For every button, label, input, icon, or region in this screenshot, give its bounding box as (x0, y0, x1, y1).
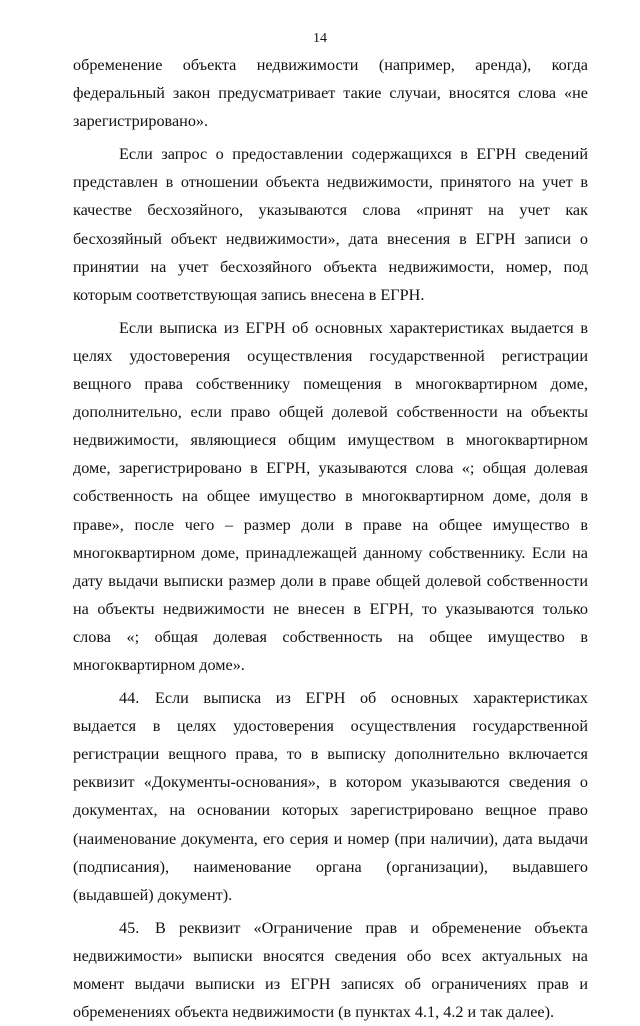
paragraph-ownerless-object (73, 140, 588, 309)
paragraph-number: 45. (119, 918, 140, 937)
page-number: 14 (313, 31, 327, 46)
paragraph-text: обременение объекта недвижимости (например, аренда), когда федеральный закон предусматривает такие случаи, вносятся слова «не зарегистрировано». (73, 56, 588, 131)
paragraph-45 (73, 914, 588, 1026)
text-body (73, 51, 588, 1026)
paragraph-text: Если запрос о предоставлении содержащихся в ЕГРН сведений представлен в отношении объекта недвижимости, принятого на учет в качестве бесхозяйного, указываются слова «принят на учет как бесхозяйный объект недвижимости», дата внесения в ЕГРН записи о принятии на учет бесхозяйного объекта недвижимости, номер, под которым соответствующая запись внесена в ЕГРН. (73, 145, 588, 304)
paragraph-continuation (73, 51, 588, 135)
paragraph-shared-ownership (73, 314, 588, 679)
paragraph-text: В реквизит «Ограничение прав и обременение объекта недвижимости» выписки вносятся сведения обо всех актуальных на момент выдачи выписки из ЕГРН записях об ограничениях прав и обременениях объекта недвижимости (в пунктах 4.1, 4.2 и так далее). (73, 918, 588, 1022)
paragraph-number: 44. (119, 689, 140, 708)
paragraph-44 (73, 684, 588, 909)
paragraph-text: Если выписка из ЕГРН об основных характеристиках выдается в целях удостоверения осуществления государственной регистрации вещного права собственнику помещения в многоквартирном доме, дополнительно, если право общей долевой собственности на объекты недвижимости, являющиеся общим имуществом в многоквартирном доме, зарегистрировано в ЕГРН, указываются слова «; общая долевая собственность на общее имущество в многоквартирном доме, доля в праве», после чего – размер доли в праве на общее имущество в многоквартирном доме, принадлежащей данному собственнику. Если на дату выдачи выписки размер доли в праве общей долевой собственности на объекты недвижимости не внесен в ЕГРН, то указываются только слова «; общая долевая собственность на общее имущество в многоквартирном доме». (73, 318, 588, 674)
paragraph-text: Если выписка из ЕГРН об основных характеристиках выдается в целях удостоверения осуществления государственной регистрации вещного права, то в выписку дополнительно включается реквизит «Документы-основания», в котором указываются сведения о документах, на основании которых зарегистрировано вещное право (наименование документа, его серия и номер (при наличии), дата выдачи (подписания), наименование органа (организации), выдавшего (выдавшей) документ). (73, 689, 588, 904)
